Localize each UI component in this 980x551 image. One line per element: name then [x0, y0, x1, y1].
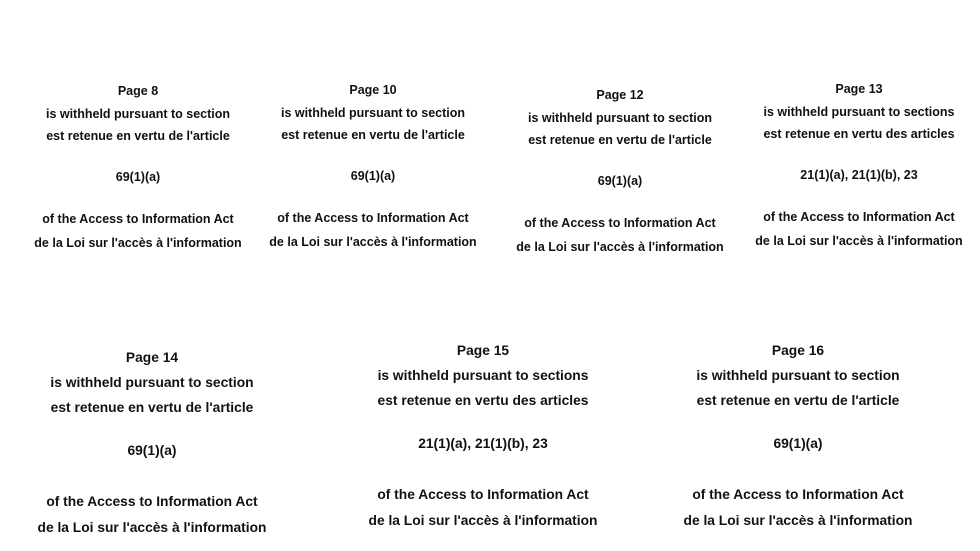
- act-name-fr: de la Loi sur l'accès à l'information: [37, 520, 267, 535]
- section-numbers: 21(1)(a), 21(1)(b), 23: [800, 168, 918, 182]
- act-name-en: of the Access to Information Act: [763, 210, 955, 224]
- act-name-fr: de la Loi sur l'accès à l'information: [683, 513, 913, 528]
- withheld-line-fr: est retenue en vertu des articles: [377, 393, 589, 408]
- page-title: Page 10: [349, 83, 397, 97]
- act-name-en: of the Access to Information Act: [524, 216, 716, 230]
- withheld-line-fr: est retenue en vertu de l'article: [46, 129, 230, 143]
- act-name-fr: de la Loi sur l'accès à l'information: [269, 235, 477, 249]
- withheld-line-en: is withheld pursuant to section: [696, 368, 900, 383]
- act-name-en: of the Access to Information Act: [46, 494, 258, 509]
- page-title: Page 14: [125, 350, 179, 365]
- section-numbers: 69(1)(a): [350, 169, 396, 183]
- page-title: Page 16: [771, 343, 825, 358]
- section-numbers: 21(1)(a), 21(1)(b), 23: [418, 436, 548, 451]
- act-name-en: of the Access to Information Act: [692, 487, 904, 502]
- page-title: Page 15: [456, 343, 510, 358]
- withheld-line-fr: est retenue en vertu de l'article: [50, 400, 254, 415]
- act-name-en: of the Access to Information Act: [42, 212, 234, 226]
- act-name-en: of the Access to Information Act: [277, 211, 469, 225]
- page-title: Page 12: [596, 88, 644, 102]
- withheld-line-en: is withheld pursuant to section: [280, 106, 466, 120]
- withheld-line-en: is withheld pursuant to sections: [763, 105, 955, 119]
- withheld-line-fr: est retenue en vertu de l'article: [696, 393, 900, 408]
- withheld-line-en: is withheld pursuant to section: [45, 107, 231, 121]
- page-title: Page 8: [117, 84, 159, 98]
- section-numbers: 69(1)(a): [115, 170, 161, 184]
- withheld-line-fr: est retenue en vertu des articles: [763, 127, 955, 141]
- act-name-fr: de la Loi sur l'accès à l'information: [34, 236, 242, 250]
- act-name-en: of the Access to Information Act: [377, 487, 589, 502]
- withheld-line-en: is withheld pursuant to section: [50, 375, 254, 390]
- withheld-line-en: is withheld pursuant to section: [527, 111, 713, 125]
- act-name-fr: de la Loi sur l'accès à l'information: [516, 240, 724, 254]
- withheld-line-en: is withheld pursuant to sections: [377, 368, 589, 383]
- section-numbers: 69(1)(a): [127, 443, 177, 458]
- act-name-fr: de la Loi sur l'accès à l'information: [368, 513, 598, 528]
- withheld-line-fr: est retenue en vertu de l'article: [281, 128, 465, 142]
- act-name-fr: de la Loi sur l'accès à l'information: [755, 234, 963, 248]
- page-title: Page 13: [835, 82, 883, 96]
- section-numbers: 69(1)(a): [597, 174, 643, 188]
- withheld-line-fr: est retenue en vertu de l'article: [528, 133, 712, 147]
- section-numbers: 69(1)(a): [773, 436, 823, 451]
